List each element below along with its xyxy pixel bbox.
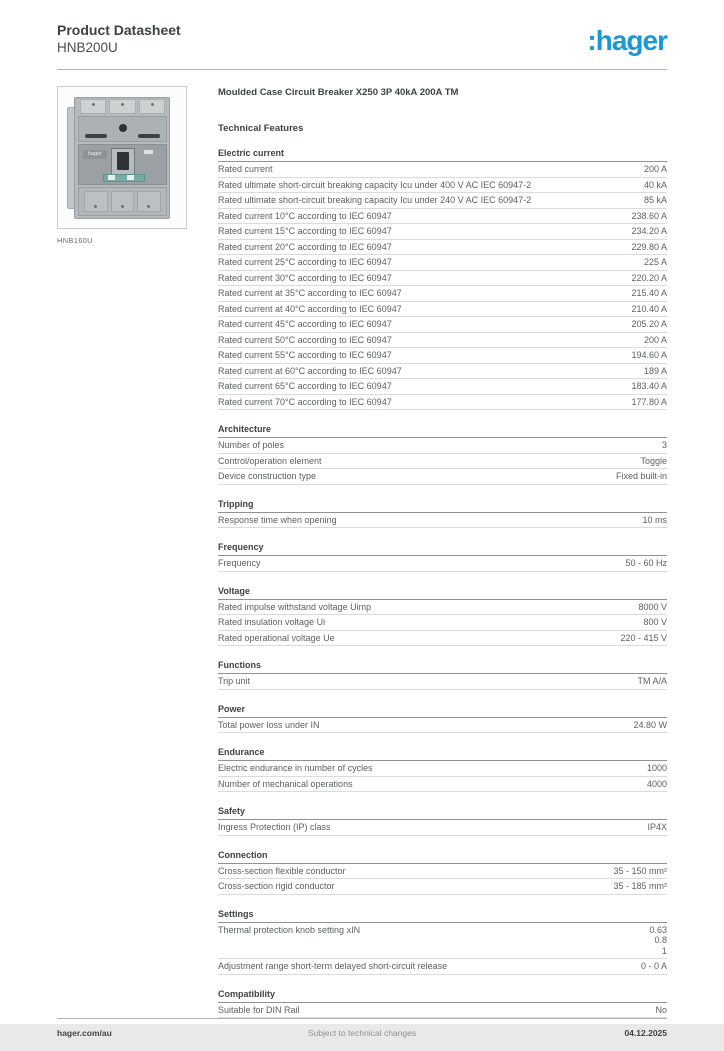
spec-label: Rated current 50°C according to IEC 60947 bbox=[218, 334, 392, 345]
breaker-bottom-segment bbox=[84, 191, 108, 212]
spec-value: No bbox=[655, 1004, 667, 1015]
spec-section-title: Connection bbox=[218, 850, 667, 864]
spec-row bbox=[218, 469, 667, 485]
spec-value: TM A/A bbox=[637, 676, 667, 686]
spec-section-compatibility bbox=[218, 989, 667, 1019]
breaker-terminal bbox=[80, 99, 106, 114]
document-title: Product Datasheet bbox=[57, 22, 181, 38]
spec-row bbox=[218, 286, 667, 302]
spec-row bbox=[218, 317, 667, 333]
spec-label: Rated current 55°C according to IEC 60947 bbox=[218, 350, 392, 360]
spec-label: Rated current 70°C according to IEC 60947 bbox=[218, 396, 392, 407]
spec-row bbox=[218, 438, 667, 454]
spec-section-title: Architecture bbox=[218, 424, 667, 438]
spec-value: 4000 bbox=[646, 778, 667, 789]
spec-value: 200 A bbox=[643, 164, 667, 174]
content-area bbox=[57, 86, 667, 1018]
spec-row bbox=[218, 631, 667, 647]
spec-section-safety bbox=[218, 806, 667, 836]
spec-value: 200 A bbox=[643, 334, 667, 345]
spec-value: 229.80 A bbox=[631, 241, 667, 252]
spec-column bbox=[218, 86, 667, 1018]
spec-label: Rated current 20°C according to IEC 60947 bbox=[218, 241, 392, 252]
breaker-screw bbox=[119, 124, 127, 132]
spec-label: Rated insulation voltage Ui bbox=[218, 617, 326, 627]
spec-section-title: Endurance bbox=[218, 747, 667, 761]
breaker-toggle bbox=[117, 152, 129, 170]
spec-value: 8000 V bbox=[638, 601, 667, 612]
spec-value: 0 - 0 A bbox=[640, 961, 667, 971]
spec-label: Cross-section rigid conductor bbox=[218, 881, 335, 891]
spec-row bbox=[218, 600, 667, 616]
spec-section-title: Frequency bbox=[218, 542, 667, 556]
spec-section-title: Functions bbox=[218, 660, 667, 674]
page-header bbox=[57, 22, 667, 56]
spec-label: Frequency bbox=[218, 558, 261, 568]
spec-row bbox=[218, 255, 667, 271]
image-column bbox=[57, 86, 187, 1018]
spec-row bbox=[218, 674, 667, 690]
spec-label: Device construction type bbox=[218, 471, 317, 481]
breaker-rating-label bbox=[143, 149, 154, 155]
technical-features-heading: Technical Features bbox=[218, 123, 304, 134]
spec-value: 194.60 A bbox=[631, 350, 667, 360]
spec-row bbox=[218, 240, 667, 256]
spec-row bbox=[218, 923, 667, 960]
spec-row bbox=[218, 615, 667, 631]
spec-row bbox=[218, 364, 667, 380]
page-footer bbox=[57, 1018, 667, 1051]
product-image-frame bbox=[57, 86, 187, 229]
spec-label: Rated current at 40°C according to IEC 60947 bbox=[218, 303, 402, 314]
spec-section-power bbox=[218, 704, 667, 734]
footer-disclaimer: Subject to technical changes bbox=[307, 1028, 417, 1038]
spec-value: 205.20 A bbox=[631, 319, 667, 329]
spec-label: Response time when opening bbox=[218, 514, 337, 525]
spec-value: 85 kA bbox=[643, 195, 667, 205]
spec-row bbox=[218, 162, 667, 178]
spec-row bbox=[218, 1003, 667, 1019]
header-divider bbox=[57, 69, 667, 70]
breaker-vent-slot bbox=[138, 134, 160, 138]
footer-row bbox=[57, 1019, 667, 1038]
spec-value: 3 bbox=[661, 440, 667, 450]
spec-row bbox=[218, 395, 667, 411]
spec-label: Rated current 25°C according to IEC 60947 bbox=[218, 257, 392, 267]
spec-label: Rated current bbox=[218, 164, 273, 174]
header-titles bbox=[57, 22, 181, 56]
spec-row bbox=[218, 959, 667, 975]
spec-label: Adjustment range short-term delayed short-circuit release bbox=[218, 961, 448, 971]
breaker-terminal bbox=[109, 99, 135, 114]
product-title: Moulded Case Circuit Breaker X250 3P 40kA 200A TM bbox=[218, 87, 459, 98]
spec-row bbox=[218, 513, 667, 529]
breaker-bottom-segment bbox=[137, 191, 161, 212]
spec-row bbox=[218, 864, 667, 880]
spec-value: 183.40 A bbox=[631, 381, 667, 391]
spec-label: Control/operation element bbox=[218, 455, 322, 466]
spec-row bbox=[218, 454, 667, 470]
spec-section-settings bbox=[218, 909, 667, 975]
spec-value: Toggle bbox=[640, 455, 667, 466]
spec-value: 50 - 60 Hz bbox=[625, 558, 667, 568]
spec-label: Number of mechanical operations bbox=[218, 778, 353, 789]
spec-row bbox=[218, 761, 667, 777]
spec-label: Rated current 45°C according to IEC 60947 bbox=[218, 319, 392, 329]
spec-label: Rated current 65°C according to IEC 60947 bbox=[218, 381, 392, 391]
spec-section-title: Power bbox=[218, 704, 667, 718]
spec-section-title: Voltage bbox=[218, 586, 667, 600]
spec-section-tripping bbox=[218, 499, 667, 529]
breaker-setting-strip bbox=[103, 174, 145, 182]
spec-value bbox=[649, 925, 667, 957]
spec-section-architecture bbox=[218, 424, 667, 485]
spec-value: 215.40 A bbox=[631, 288, 667, 298]
spec-row bbox=[218, 379, 667, 395]
hager-logo: :hager bbox=[587, 25, 667, 56]
spec-value: 189 A bbox=[643, 365, 667, 376]
breaker-terminal bbox=[139, 99, 165, 114]
spec-label: Rated current 15°C according to IEC 60947 bbox=[218, 226, 392, 236]
spec-row bbox=[218, 271, 667, 287]
spec-value: 35 - 150 mm² bbox=[613, 865, 667, 876]
spec-value: 40 kA bbox=[643, 179, 667, 190]
breaker-front-panel bbox=[78, 144, 167, 185]
breaker-vent-slot bbox=[85, 134, 107, 138]
spec-row bbox=[218, 302, 667, 318]
breaker-upper-face bbox=[78, 116, 167, 142]
spec-value: 24.80 W bbox=[633, 719, 667, 730]
spec-row bbox=[218, 224, 667, 240]
breaker-terminals bbox=[80, 99, 165, 114]
spec-value-line: 0.8 bbox=[654, 935, 667, 945]
spec-label: Rated current 10°C according to IEC 60947 bbox=[218, 210, 392, 221]
spec-label: Total power loss under IN bbox=[218, 719, 320, 730]
moulded-case-circuit-breaker-photo bbox=[74, 97, 170, 219]
spec-row bbox=[218, 718, 667, 734]
spec-value: 238.60 A bbox=[631, 210, 667, 221]
spec-value: 220 - 415 V bbox=[620, 632, 667, 643]
spec-row bbox=[218, 178, 667, 194]
spec-row bbox=[218, 333, 667, 349]
spec-section-frequency bbox=[218, 542, 667, 572]
spec-value: 177.80 A bbox=[631, 396, 667, 407]
spec-row bbox=[218, 879, 667, 895]
spec-value: 1000 bbox=[646, 763, 667, 773]
spec-label: Thermal protection knob setting xIN bbox=[218, 924, 361, 935]
spec-label: Suitable for DIN Rail bbox=[218, 1004, 300, 1015]
spec-row bbox=[218, 556, 667, 572]
footer-website-link[interactable]: hager.com/au bbox=[57, 1028, 112, 1038]
spec-label: Rated operational voltage Ue bbox=[218, 632, 335, 643]
spec-row bbox=[218, 209, 667, 225]
spec-label: Rated impulse withstand voltage Uimp bbox=[218, 601, 372, 612]
spec-section-voltage bbox=[218, 586, 667, 647]
breaker-lower-face bbox=[78, 187, 167, 216]
spec-value: 220.20 A bbox=[631, 272, 667, 283]
spec-value: 234.20 A bbox=[631, 226, 667, 236]
spec-section-functions bbox=[218, 660, 667, 690]
spec-label: Rated ultimate short-circuit breaking capacity Icu under 400 V AC IEC 60947-2 bbox=[218, 179, 532, 190]
spec-label: Number of poles bbox=[218, 440, 285, 450]
spec-section-title: Tripping bbox=[218, 499, 667, 513]
breaker-bottom-segment bbox=[111, 191, 135, 212]
spec-label: Rated current 30°C according to IEC 60947 bbox=[218, 272, 392, 283]
spec-section-title: Electric current bbox=[218, 148, 667, 162]
spec-section-title: Settings bbox=[218, 909, 667, 923]
spec-label: Rated current at 60°C according to IEC 60947 bbox=[218, 365, 402, 376]
spec-value: 35 - 185 mm² bbox=[613, 881, 667, 891]
spec-value-line: 1 bbox=[661, 945, 667, 956]
spec-value: Fixed built-in bbox=[615, 471, 667, 481]
spec-label: Electric endurance in number of cycles bbox=[218, 763, 373, 773]
spec-section-endurance bbox=[218, 747, 667, 792]
spec-section-title: Compatibility bbox=[218, 989, 667, 1003]
spec-section-title: Safety bbox=[218, 806, 667, 820]
spec-value-line: 0.63 bbox=[649, 924, 667, 935]
spec-section-connection bbox=[218, 850, 667, 895]
spec-value: 10 ms bbox=[642, 514, 667, 525]
spec-row bbox=[218, 777, 667, 793]
spec-label: Ingress Protection (IP) class bbox=[218, 822, 331, 832]
product-reference: HNB200U bbox=[57, 40, 118, 55]
spec-value: 800 V bbox=[643, 617, 667, 627]
spec-value: 210.40 A bbox=[631, 303, 667, 314]
spec-label: Rated ultimate short-circuit breaking capacity Icu under 240 V AC IEC 60947-2 bbox=[218, 195, 532, 205]
spec-label: Rated current at 35°C according to IEC 60947 bbox=[218, 288, 402, 298]
spec-value: IP4X bbox=[647, 822, 667, 832]
spec-row bbox=[218, 193, 667, 209]
breaker-brand-label: hager bbox=[83, 150, 107, 159]
spec-row bbox=[218, 820, 667, 836]
spec-sections bbox=[218, 148, 667, 1018]
spec-section-electric-current bbox=[218, 148, 667, 410]
spec-label: Cross-section flexible conductor bbox=[218, 865, 346, 876]
spec-value: 225 A bbox=[643, 257, 667, 267]
spec-row bbox=[218, 348, 667, 364]
footer-date: 04.12.2025 bbox=[624, 1028, 667, 1038]
spec-label: Trip unit bbox=[218, 676, 251, 686]
image-caption: HNB160U bbox=[57, 236, 93, 245]
